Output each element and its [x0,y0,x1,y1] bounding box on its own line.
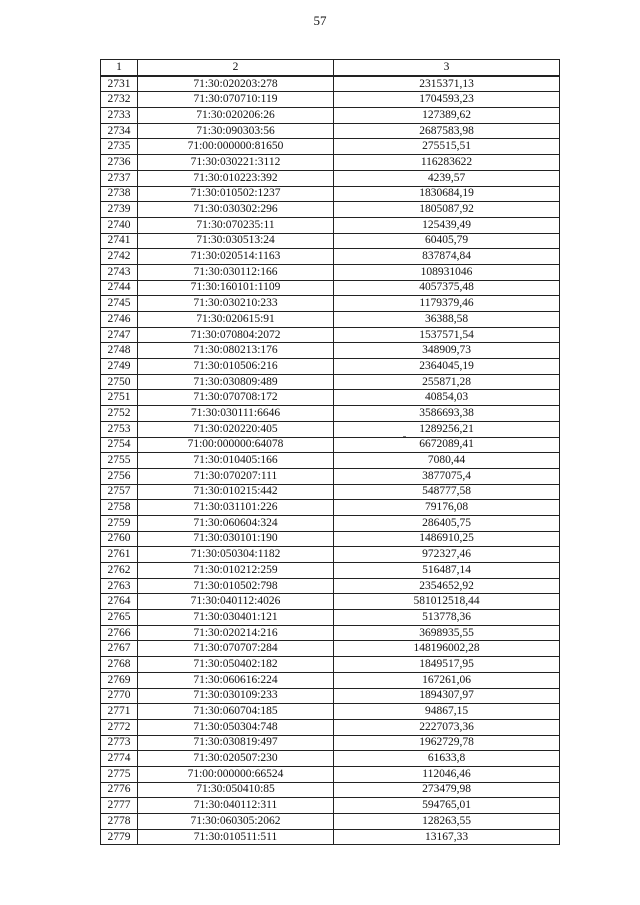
value-cell: 127389,62 [334,108,560,124]
cadastral-number-cell: 71:30:060704:185 [138,704,334,720]
value-cell: 1537571,54 [334,327,560,343]
value-cell: 125439,49 [334,217,560,233]
row-number-cell: 2734 [101,123,138,139]
value-cell: 1486910,25 [334,531,560,547]
value-cell: 2315371,13 [334,76,560,92]
table-row [101,280,560,296]
cadastral-number-cell: 71:30:010215:442 [138,484,334,500]
value-cell: 837874,84 [334,249,560,265]
cadastral-number-cell: 71:30:070708:172 [138,390,334,406]
value-cell: 594765,01 [334,798,560,814]
cadastral-number-cell: 71:30:020507:230 [138,751,334,767]
page-number: 57 [313,13,327,28]
cadastral-number-cell: 71:30:030210:233 [138,296,334,312]
value-cell: 2354652,92 [334,578,560,594]
value-cell: 128263,55 [334,814,560,830]
cadastral-number-cell: 71:30:050304:748 [138,719,334,735]
cadastral-number-cell: 71:30:060305:2062 [138,814,334,830]
value-cell: 348909,73 [334,343,560,359]
cadastral-number-cell: 71:30:040112:311 [138,798,334,814]
row-number-cell: 2755 [101,453,138,469]
cadastral-number-cell: 71:30:050410:85 [138,782,334,798]
value-cell: 3698935,55 [334,625,560,641]
cadastral-number-cell: 71:30:090303:56 [138,123,334,139]
cadastral-number-cell: 71:30:020214:216 [138,625,334,641]
value-cell: 36388,58 [334,312,560,328]
cadastral-number-cell: 71:30:060616:224 [138,672,334,688]
value-cell: 13167,33 [334,829,560,845]
row-number-cell: 2767 [101,641,138,657]
table-row [101,312,560,328]
value-cell: 1849517,95 [334,657,560,673]
value-cell: 116283622 [334,155,560,171]
value-cell: 513778,36 [334,610,560,626]
cadastral-number-cell: 71:30:020220:405 [138,421,334,437]
value-cell: 79176,08 [334,500,560,516]
row-number-cell: 2744 [101,280,138,296]
row-number-cell: 2735 [101,139,138,155]
cadastral-number-cell: 71:30:050304:1182 [138,547,334,563]
cadastral-number-cell: 71:00:000000:66524 [138,766,334,782]
row-number-cell: 2733 [101,108,138,124]
table-row [101,563,560,579]
cadastral-number-cell: 71:30:070710:119 [138,92,334,108]
value-cell: 1894307,97 [334,688,560,704]
table-row [101,814,560,830]
row-number-cell: 2779 [101,829,138,845]
value-cell: 3877075,4 [334,468,560,484]
value-cell: 1704593,23 [334,92,560,108]
value-cell: 972327,46 [334,547,560,563]
row-number-cell: 2745 [101,296,138,312]
value-cell: 148196002,28 [334,641,560,657]
cadastral-number-cell: 71:30:030111:6646 [138,406,334,422]
row-number-cell: 2774 [101,751,138,767]
row-number-cell: 2764 [101,594,138,610]
row-number-cell: 2731 [101,76,138,92]
value-cell: 275515,51 [334,139,560,155]
table-row [101,217,560,233]
row-number-cell: 2778 [101,814,138,830]
cadastral-number-cell: 71:30:070235:11 [138,217,334,233]
table-row [101,453,560,469]
cadastral-number-cell: 71:30:080213:176 [138,343,334,359]
value-cell: 167261,06 [334,672,560,688]
row-number-cell: 2763 [101,578,138,594]
cadastral-number-cell: 71:00:000000:64078 [138,437,334,453]
column-header-3: 3 [334,60,560,76]
table-row [101,704,560,720]
cadastral-number-cell: 71:30:020206:26 [138,108,334,124]
row-number-cell: 2753 [101,421,138,437]
row-number-cell: 2773 [101,735,138,751]
cadastral-number-cell: 71:30:030101:190 [138,531,334,547]
value-cell: 61633,8 [334,751,560,767]
table-row [101,296,560,312]
cadastral-number-cell: 71:30:030401:121 [138,610,334,626]
value-cell: 108931046 [334,264,560,280]
table-row [101,421,560,437]
value-cell: 112046,46 [334,766,560,782]
table-body [101,76,560,845]
cadastral-number-cell: 71:30:030109:233 [138,688,334,704]
row-number-cell: 2752 [101,406,138,422]
table-row [101,390,560,406]
cadastral-number-cell: 71:30:031101:226 [138,500,334,516]
cadastral-number-cell: 71:30:010511:511 [138,829,334,845]
table-row [101,594,560,610]
table-row [101,657,560,673]
table-row [101,735,560,751]
cadastral-number-cell: 71:30:060604:324 [138,515,334,531]
table-row [101,610,560,626]
cadastral-number-cell: 71:30:010223:392 [138,170,334,186]
row-number-cell: 2772 [101,719,138,735]
table-row [101,202,560,218]
row-number-cell: 2761 [101,547,138,563]
value-cell: 7080,44 [334,453,560,469]
value-cell: 516487,14 [334,563,560,579]
table-row [101,751,560,767]
row-number-cell: 2758 [101,500,138,516]
row-number-cell: 2738 [101,186,138,202]
row-number-cell: 2747 [101,327,138,343]
cadastral-number-cell: 71:30:020514:1163 [138,249,334,265]
table-row [101,531,560,547]
cadastral-number-cell: 71:30:070207:111 [138,468,334,484]
table-row [101,92,560,108]
value-cell: 3586693,38 [334,406,560,422]
cadastral-number-cell: 71:00:000000:81650 [138,139,334,155]
table-row [101,547,560,563]
column-header-2: 2 [138,60,334,76]
cadastral-number-cell: 71:30:160101:1109 [138,280,334,296]
row-number-cell: 2740 [101,217,138,233]
value-cell: 1962729,78 [334,735,560,751]
table-row [101,249,560,265]
table-row [101,264,560,280]
value-cell: 255871,28 [334,374,560,390]
cadastral-number-cell: 71:30:030819:497 [138,735,334,751]
table-row [101,578,560,594]
registry-table [100,59,560,845]
column-header-1: 1 [101,60,138,76]
row-number-cell: 2766 [101,625,138,641]
value-cell: 1289256,21 [334,421,560,437]
table-row [101,406,560,422]
row-number-cell: 2751 [101,390,138,406]
table-row [101,672,560,688]
value-cell: 40854,03 [334,390,560,406]
value-cell: 548777,58 [334,484,560,500]
table-row [101,688,560,704]
cadastral-number-cell: 71:30:010212:259 [138,563,334,579]
row-number-cell: 2757 [101,484,138,500]
table-row [101,500,560,516]
cadastral-number-cell: 71:30:020615:91 [138,312,334,328]
stray-mark [403,436,406,437]
value-cell: 286405,75 [334,515,560,531]
row-number-cell: 2750 [101,374,138,390]
row-number-cell: 2759 [101,515,138,531]
cadastral-number-cell: 71:30:030809:489 [138,374,334,390]
table-row [101,155,560,171]
table-row [101,468,560,484]
table-row [101,719,560,735]
value-cell: 581012518,44 [334,594,560,610]
row-number-cell: 2749 [101,359,138,375]
table-row [101,327,560,343]
row-number-cell: 2742 [101,249,138,265]
cadastral-number-cell: 71:30:050402:182 [138,657,334,673]
cadastral-number-cell: 71:30:030221:3112 [138,155,334,171]
value-cell: 60405,79 [334,233,560,249]
value-cell: 273479,98 [334,782,560,798]
table-row [101,374,560,390]
row-number-cell: 2765 [101,610,138,626]
row-number-cell: 2768 [101,657,138,673]
cadastral-number-cell: 71:30:030302:296 [138,202,334,218]
cadastral-number-cell: 71:30:070707:284 [138,641,334,657]
table-row [101,798,560,814]
table-row [101,233,560,249]
table-row [101,515,560,531]
row-number-cell: 2776 [101,782,138,798]
row-number-cell: 2754 [101,437,138,453]
value-cell: 6672089,41 [334,437,560,453]
row-number-cell: 2743 [101,264,138,280]
row-number-cell: 2775 [101,766,138,782]
table-row [101,625,560,641]
row-number-cell: 2771 [101,704,138,720]
cadastral-number-cell: 71:30:040112:4026 [138,594,334,610]
cadastral-number-cell: 71:30:010502:798 [138,578,334,594]
value-cell: 4057375,48 [334,280,560,296]
value-cell: 4239,57 [334,170,560,186]
cadastral-number-cell: 71:30:030513:24 [138,233,334,249]
row-number-cell: 2737 [101,170,138,186]
value-cell: 2227073,36 [334,719,560,735]
row-number-cell: 2760 [101,531,138,547]
table-row [101,782,560,798]
table-header-row [101,60,560,76]
row-number-cell: 2741 [101,233,138,249]
row-number-cell: 2770 [101,688,138,704]
row-number-cell: 2777 [101,798,138,814]
table-row [101,343,560,359]
row-number-cell: 2762 [101,563,138,579]
table-row [101,170,560,186]
row-number-cell: 2732 [101,92,138,108]
value-cell: 94867,15 [334,704,560,720]
value-cell: 1179379,46 [334,296,560,312]
table-row [101,76,560,92]
cadastral-number-cell: 71:30:030112:166 [138,264,334,280]
cadastral-number-cell: 71:30:010405:166 [138,453,334,469]
table-row [101,641,560,657]
value-cell: 2364045,19 [334,359,560,375]
table-row [101,186,560,202]
cadastral-number-cell: 71:30:020203:278 [138,76,334,92]
table-row [101,359,560,375]
row-number-cell: 2748 [101,343,138,359]
table-row [101,484,560,500]
value-cell: 2687583,98 [334,123,560,139]
cadastral-number-cell: 71:30:010506:216 [138,359,334,375]
value-cell: 1830684,19 [334,186,560,202]
row-number-cell: 2739 [101,202,138,218]
table-row [101,123,560,139]
table-row [101,108,560,124]
value-cell: 1805087,92 [334,202,560,218]
row-number-cell: 2756 [101,468,138,484]
table-row [101,139,560,155]
table-row [101,766,560,782]
row-number-cell: 2746 [101,312,138,328]
cadastral-number-cell: 71:30:070804:2072 [138,327,334,343]
table-row [101,829,560,845]
cadastral-number-cell: 71:30:010502:1237 [138,186,334,202]
row-number-cell: 2736 [101,155,138,171]
table-row [101,437,560,453]
row-number-cell: 2769 [101,672,138,688]
